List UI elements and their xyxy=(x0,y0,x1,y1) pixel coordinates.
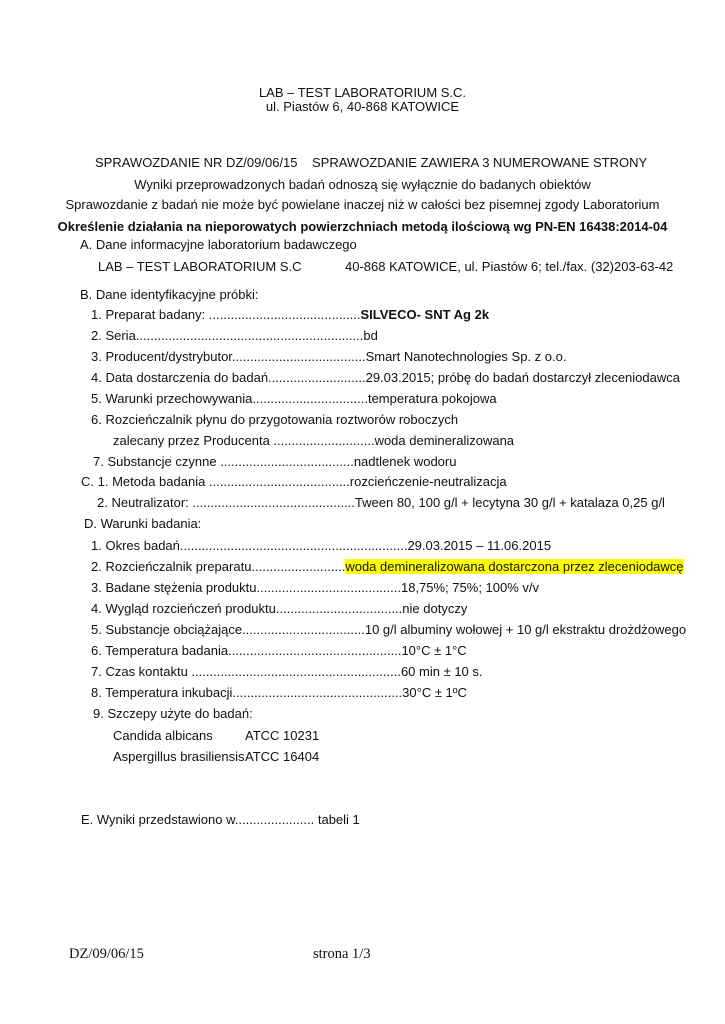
item-label: 2. Neutralizator: ............................................. xyxy=(97,495,355,510)
item-label: 4. Data dostarczenia do badań........................... xyxy=(91,370,366,385)
footer-page-number: strona 1/3 xyxy=(313,946,371,962)
condition-item-5 xyxy=(91,622,686,638)
sample-item-4 xyxy=(91,370,680,386)
disclaimer-results: Wyniki przeprowadzonych badań odnoszą się wyłącznie do badanych obiektów xyxy=(134,177,591,192)
item-value: nadtlenek wodoru xyxy=(353,454,457,469)
item-label: 1. Preparat badany: .......................................... xyxy=(91,307,361,322)
item-value: 10 g/l albuminy wołowej + 10 g/l ekstraktu drożdżowego xyxy=(364,622,687,637)
item-label: 6. Temperatura badania................................................ xyxy=(91,643,402,658)
item-label: 3. Producent/dystrybutor..................................... xyxy=(91,349,366,364)
item-label: 7. Substancje czynne ..................................... xyxy=(93,454,354,469)
condition-item-6 xyxy=(91,643,467,659)
item-value: 30°C ± 1ºC xyxy=(402,685,467,700)
section-b-heading: B. Dane identyfikacyjne próbki: xyxy=(80,287,259,302)
sample-item-5 xyxy=(91,391,497,407)
section-e-results: E. Wyniki przedstawiono w...................... tabeli 1 xyxy=(81,812,360,827)
condition-item-2 xyxy=(91,559,684,575)
item-label: zalecany przez Producenta ............................ xyxy=(113,433,375,448)
item-label: C. 1. Metoda badania ....................................... xyxy=(81,474,350,489)
lab-name: LAB – TEST LABORATORIUM S.C. xyxy=(258,85,467,100)
sample-item-2 xyxy=(91,328,378,344)
item-label: 8. Temperatura inkubacji............................................... xyxy=(91,685,403,700)
item-value: 60 min ± 10 s. xyxy=(400,664,483,679)
item-value: 29.03.2015 – 11.06.2015 xyxy=(407,538,552,553)
report-number: SPRAWOZDANIE NR DZ/09/06/15 xyxy=(95,155,298,170)
item-label: 4. Wygląd rozcieńczeń produktu................................... xyxy=(91,601,403,616)
condition-item-1 xyxy=(91,538,551,554)
item-value: temperatura pokojowa xyxy=(367,391,497,406)
strain-name: Aspergillus brasiliensis xyxy=(113,749,245,764)
method-item-2 xyxy=(97,495,665,511)
highlighted-value: woda demineralizowana dostarczona przez zleceniodawcę xyxy=(345,559,684,574)
sample-item-3 xyxy=(91,349,566,365)
condition-item-7 xyxy=(91,664,483,680)
item-label: 5. Warunki przechowywania................................ xyxy=(91,391,368,406)
item-value: 10°C ± 1°C xyxy=(401,643,467,658)
item-value: Smart Nanotechnologies Sp. z o.o. xyxy=(365,349,567,364)
item-value: nie dotyczy xyxy=(402,601,468,616)
footer-doc-id: DZ/09/06/15 xyxy=(69,946,144,962)
condition-item-3 xyxy=(91,580,539,596)
item-label: 2. Rozcieńczalnik preparatu.......................... xyxy=(91,559,346,574)
method-item-1 xyxy=(81,474,507,490)
section-a-lab: LAB – TEST LABORATORIUM S.C xyxy=(98,259,302,274)
item-label: 7. Czas kontaktu .......................................................... xyxy=(91,664,401,679)
lab-address: ul. Piastów 6, 40-868 KATOWICE xyxy=(265,99,460,114)
item-label: 2. Seria............................................................... xyxy=(91,328,364,343)
item-value: bd xyxy=(363,328,378,343)
method-title: Określenie działania na nieporowatych powierzchniach metodą ilościową wg PN-EN 16438:2014-04 xyxy=(57,219,668,234)
item-label: 3. Badane stężenia produktu........................................ xyxy=(91,580,401,595)
section-a-contact: 40-868 KATOWICE, ul. Piastów 6; tel./fax. (32)203-63-42 xyxy=(345,259,674,274)
section-d-heading: D. Warunki badania: xyxy=(84,516,202,531)
strain-code: ATCC 10231 xyxy=(245,728,320,743)
condition-item-4 xyxy=(91,601,467,617)
sample-item-6-detail xyxy=(113,433,514,449)
disclaimer-copy: Sprawozdanie z badań nie może być powielane inaczej niż w całości bez pisemnej zgody Laboratorium xyxy=(65,197,660,212)
strain-code: ATCC 16404 xyxy=(245,749,320,764)
item-label: 1. Okres badań............................................................... xyxy=(91,538,408,553)
sample-item-7 xyxy=(93,454,456,470)
report-pages-note: SPRAWOZDANIE ZAWIERA 3 NUMEROWANE STRONY xyxy=(312,155,648,170)
item-value: woda demineralizowana xyxy=(374,433,515,448)
condition-item-9: 9. Szczepy użyte do badań: xyxy=(93,706,253,721)
item-value: rozcieńczenie-neutralizacja xyxy=(349,474,507,489)
item-value: SILVECO- SNT Ag 2k xyxy=(360,307,490,322)
sample-item-1 xyxy=(91,307,489,323)
item-value: 29.03.2015; próbę do badań dostarczył zleceniodawca xyxy=(365,370,680,385)
item-value: 18,75%; 75%; 100% v/v xyxy=(400,580,540,595)
item-label: 5. Substancje obciążające.................................. xyxy=(91,622,365,637)
section-a-heading: A. Dane informacyjne laboratorium badawczego xyxy=(80,237,357,252)
sample-item-6: 6. Rozcieńczalnik płynu do przygotowania roztworów roboczych xyxy=(91,412,459,427)
strain-name: Candida albicans xyxy=(113,728,213,743)
item-value: Tween 80, 100 g/l + lecytyna 30 g/l + katalaza 0,25 g/l xyxy=(354,495,665,510)
condition-item-8 xyxy=(91,685,467,701)
